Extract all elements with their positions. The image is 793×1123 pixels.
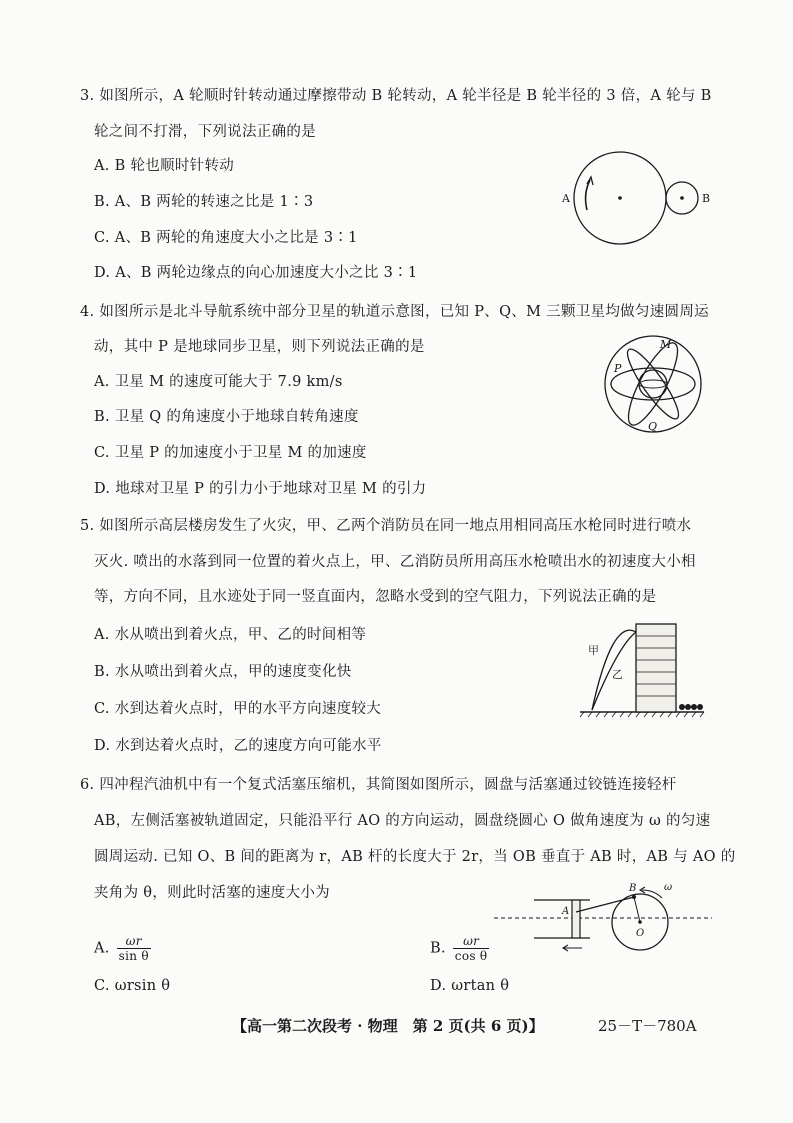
rod-ab — [576, 897, 634, 912]
label-yi: 乙 — [612, 668, 623, 681]
q3-option-a: A. B 轮也顺时针转动 — [94, 158, 235, 174]
label-a: A — [562, 192, 570, 205]
wheel-b-center — [680, 196, 684, 200]
q6-option-a-denominator: sin θ — [118, 949, 149, 963]
rotation-arrow — [586, 180, 590, 210]
q4-orbit-figure — [596, 332, 710, 436]
label-b: B — [629, 883, 637, 894]
q3-option-c: C. A、B 两轮的角速度大小之比是 3∶1 — [94, 230, 358, 246]
wheel-a-center — [618, 196, 622, 200]
q6-option-a-label: A. — [94, 940, 110, 957]
q5-fire-figure — [578, 616, 708, 720]
q6-piston-figure — [490, 880, 716, 976]
q3-option-d: D. A、B 两轮边缘点的向心加速度大小之比 3∶1 — [94, 265, 418, 281]
q6-stem-line3: 圆周运动. 已知 O、B 间的距离为 r，AB 杆的长度大于 2r，当 OB 垂直于 AB 时，AB 与 AO 的 — [94, 849, 736, 865]
q4-option-a: A. 卫星 M 的速度可能大于 7.9 km/s — [94, 374, 343, 390]
exam-code: 25－T－780A — [598, 1017, 697, 1035]
q5-stem-line3: 等，方向不同，且水迹处于同一竖直面内，忽略水受到的空气阻力，下列说法正确的是 — [94, 589, 657, 605]
q6-option-a — [94, 934, 151, 963]
q6-option-c: C. ωrsin θ — [94, 978, 171, 994]
q4-option-c: C. 卫星 P 的加速度小于卫星 M 的加速度 — [94, 445, 367, 461]
q4-option-b: B. 卫星 Q 的角速度小于地球自转角速度 — [94, 409, 359, 425]
label-a: A — [562, 906, 570, 917]
q6-stem-line2: AB，左侧活塞被轨道固定，只能沿平行 AO 的方向运动，圆盘绕圆心 O 做角速度为 ω 的匀速 — [94, 813, 711, 829]
q4-option-d: D. 地球对卫星 P 的引力小于地球对卫星 M 的引力 — [94, 481, 427, 497]
label-omega: ω — [664, 882, 673, 893]
label-jia: 甲 — [588, 644, 599, 657]
q6-stem-line1: 6. 四冲程汽油机中有一个复式活塞压缩机，其简图如图所示，圆盘与活塞通过铰链连接轻杆 — [80, 777, 677, 793]
q6-option-d: D. ωrtan θ — [430, 978, 510, 994]
q4-stem-line1: 4. 如图所示是北斗导航系统中部分卫星的轨道示意图，已知 P、Q、M 三颗卫星均做匀速圆周运 — [80, 304, 709, 320]
q5-stem-line1: 5. 如图所示高层楼房发生了火灾，甲、乙两个消防员在同一地点用相同高压水枪同时进行喷水 — [80, 518, 692, 534]
q6-option-b-label: B. — [430, 940, 446, 957]
q6-option-b-denominator: cos θ — [454, 949, 488, 963]
q6-option-b-numerator: ωr — [453, 934, 490, 949]
building — [636, 624, 676, 712]
q5-option-c: C. 水到达着火点时，甲的水平方向速度较大 — [94, 701, 382, 717]
q3-stem-line1: 3. 如图所示，A 轮顺时针转动通过摩擦带动 B 轮转动，A 轮半径是 B 轮半径的 3 倍，A 轮与 B — [80, 88, 712, 104]
label-p: P — [614, 362, 622, 375]
q4-stem-line2: 动，其中 P 是地球同步卫星，则下列说法正确的是 — [94, 339, 425, 355]
page-footer: 【高一第二次段考 · 物理 第 2 页(共 6 页)】 — [232, 1017, 544, 1035]
q5-option-d: D. 水到达着火点时，乙的速度方向可能水平 — [94, 738, 382, 754]
fire-truck — [679, 704, 703, 710]
orbit-outer — [605, 336, 701, 432]
q3-wheel-figure — [560, 148, 720, 252]
q5-stem-line2: 灭火. 喷出的水落到同一位置的着火点上，甲、乙消防员所用高压水枪喷出水的初速度大小相 — [94, 554, 696, 570]
ground-hatch — [580, 712, 704, 717]
q6-option-a-numerator: ωr — [117, 934, 151, 949]
piston — [572, 900, 580, 938]
orbit-q — [620, 337, 686, 430]
q5-option-b: B. 水从喷出到着火点，甲的速度变化快 — [94, 664, 352, 680]
orbit-p — [611, 368, 695, 400]
label-b: B — [702, 192, 711, 205]
q6-stem-line4: 夹角为 θ，则此时活塞的速度大小为 — [94, 885, 330, 901]
label-o: O — [636, 928, 645, 939]
orbit-m — [621, 344, 686, 424]
q3-option-b: B. A、B 两轮的转速之比是 1∶3 — [94, 194, 314, 210]
q6-option-b — [430, 934, 489, 963]
q6-option-b-fraction — [453, 934, 490, 963]
label-m: M — [660, 338, 672, 351]
q6-option-a-fraction — [117, 934, 151, 963]
q5-option-a: A. 水从喷出到着火点，甲、乙的时间相等 — [94, 627, 367, 643]
label-q: Q — [648, 420, 658, 433]
q3-stem-line2: 轮之间不打滑，下列说法正确的是 — [94, 124, 316, 140]
